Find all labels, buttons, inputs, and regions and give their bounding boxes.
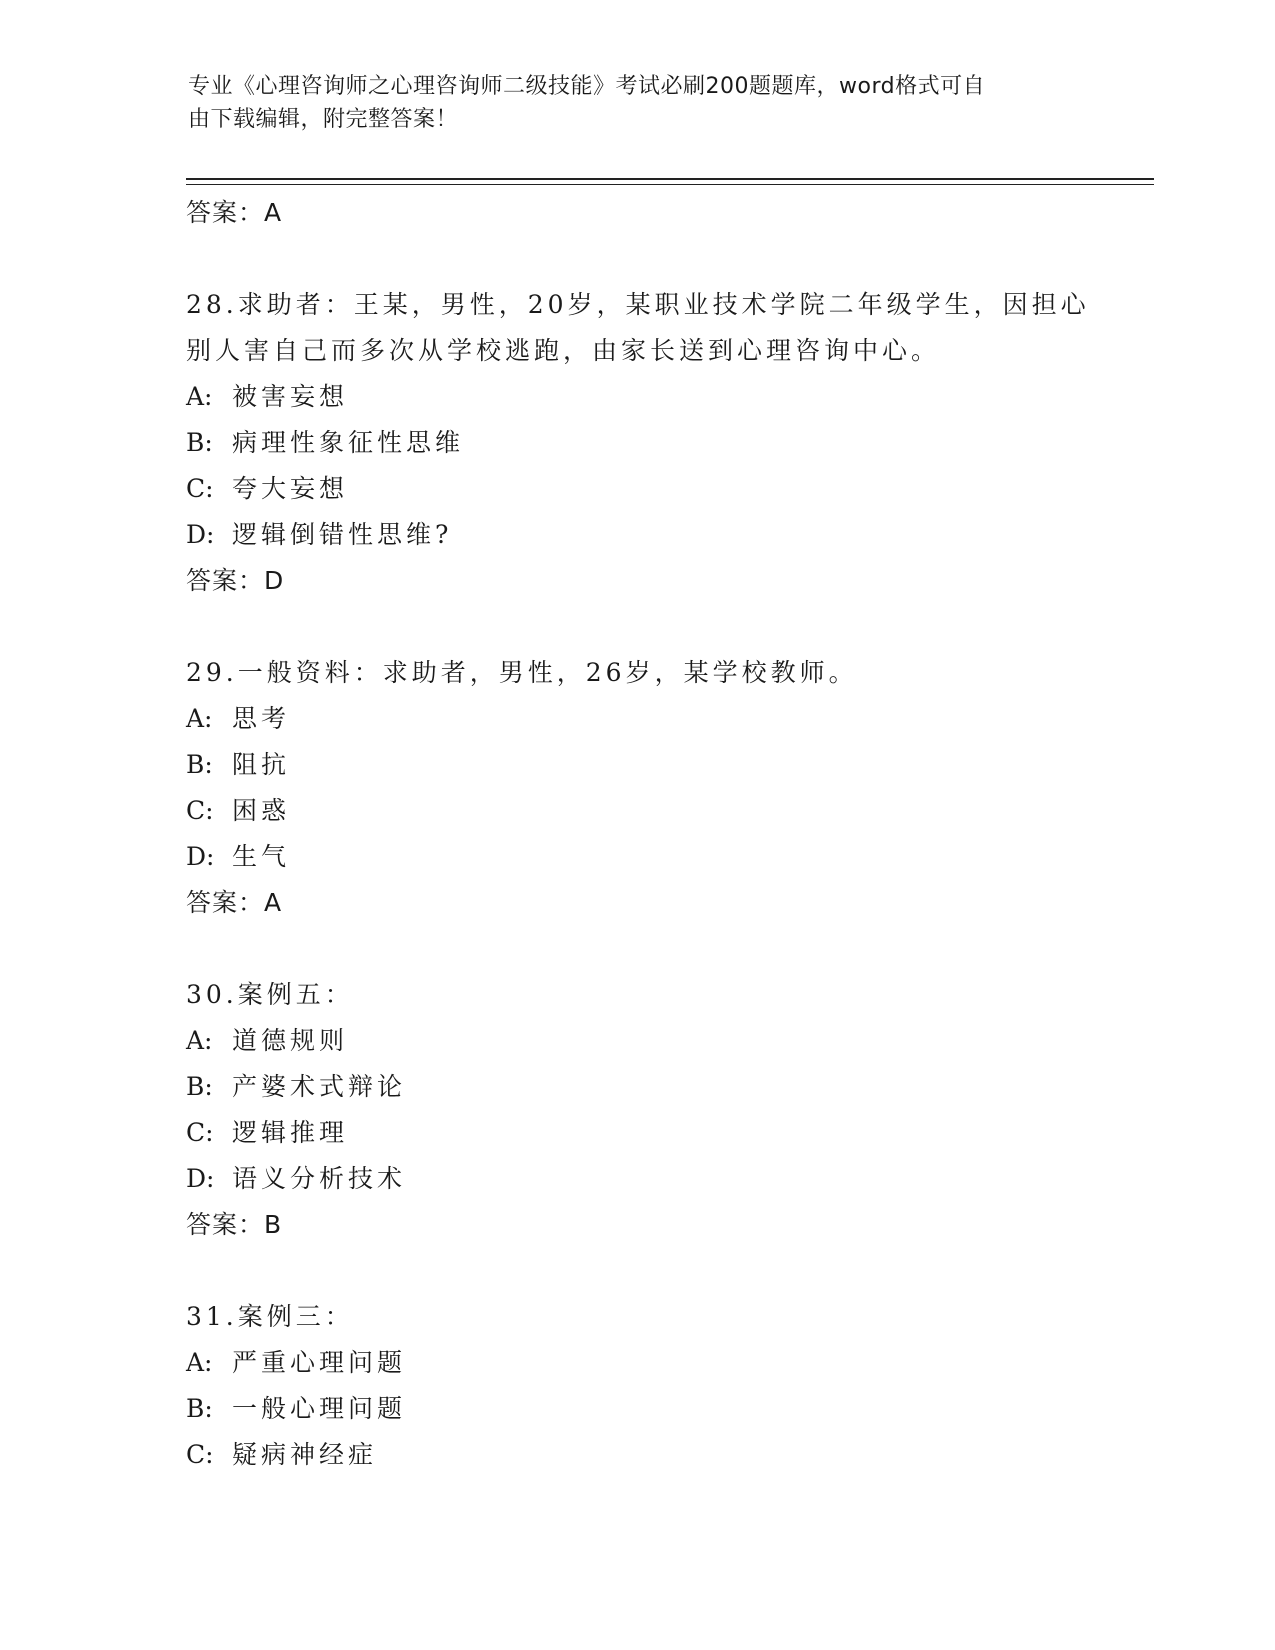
answer-line: 答案：A	[186, 198, 283, 227]
option-letter: B:	[186, 750, 213, 779]
document-header	[188, 70, 1078, 136]
option-letter: A:	[186, 382, 213, 411]
option-text: 思考	[232, 704, 291, 733]
option-letter: A:	[186, 1348, 213, 1377]
spacer	[186, 926, 1086, 972]
option-item	[186, 834, 1086, 880]
option-item	[186, 1340, 1086, 1386]
answer-line: 答案：A	[186, 888, 283, 917]
option-text: 严重心理问题	[232, 1348, 407, 1377]
option-letter: B:	[186, 428, 213, 457]
option-text: 逻辑倒错性思维?	[232, 520, 453, 549]
option-letter: D:	[186, 842, 215, 871]
option-item	[186, 1386, 1086, 1432]
option-item	[186, 1018, 1086, 1064]
option-item	[186, 466, 1086, 512]
answer-line: 答案：D	[186, 566, 285, 595]
option-item	[186, 512, 1086, 558]
option-item	[186, 788, 1086, 834]
option-item	[186, 1432, 1086, 1478]
question-text: 31.案例三：	[186, 1302, 354, 1331]
option-text: 生气	[232, 842, 291, 871]
question-text: 29.一般资料：求助者，男性，26岁，某学校教师。	[186, 658, 858, 687]
option-letter: C:	[186, 796, 214, 825]
question-text: 28.求助者：王某，男性，20岁，某职业技术学院二年级学生，因担心	[186, 290, 1090, 319]
option-text: 道德规则	[232, 1026, 349, 1055]
header-line-1: 专业《心理咨询师之心理咨询师二级技能》考试必刷200题题库，word格式可自	[188, 74, 986, 99]
header-line-2: 由下载编辑，附完整答案！	[188, 107, 459, 132]
option-item	[186, 1064, 1086, 1110]
spacer	[186, 1248, 1086, 1294]
header-divider-top	[186, 178, 1154, 180]
option-letter: A:	[186, 704, 213, 733]
option-item	[186, 420, 1086, 466]
option-text: 产婆术式辩论	[232, 1072, 407, 1101]
answer-line: 答案：B	[186, 1210, 283, 1239]
spacer	[186, 236, 1086, 282]
option-letter: B:	[186, 1072, 213, 1101]
option-text: 逻辑推理	[232, 1118, 349, 1147]
option-text: 语义分析技术	[232, 1164, 407, 1193]
header-divider-bottom	[186, 184, 1154, 185]
option-text: 夸大妄想	[232, 474, 349, 503]
option-letter: C:	[186, 1440, 214, 1469]
option-item	[186, 374, 1086, 420]
question-list	[186, 190, 1090, 1478]
option-letter: B:	[186, 1394, 213, 1423]
question-text: 别人害自己而多次从学校逃跑，由家长送到心理咨询中心。	[186, 336, 941, 365]
option-text: 一般心理问题	[232, 1394, 407, 1423]
spacer	[186, 604, 1086, 650]
option-text: 阻抗	[232, 750, 291, 779]
option-item	[186, 696, 1086, 742]
option-letter: D:	[186, 520, 215, 549]
option-text: 被害妄想	[232, 382, 349, 411]
option-letter: C:	[186, 1118, 214, 1147]
option-letter: D:	[186, 1164, 215, 1193]
option-item	[186, 1156, 1086, 1202]
option-letter: C:	[186, 474, 214, 503]
question-text: 30.案例五：	[186, 980, 354, 1009]
option-item	[186, 1110, 1086, 1156]
option-text: 病理性象征性思维	[232, 428, 465, 457]
option-letter: A:	[186, 1026, 213, 1055]
option-item	[186, 742, 1086, 788]
option-text: 疑病神经症	[232, 1440, 378, 1469]
option-text: 困惑	[232, 796, 291, 825]
